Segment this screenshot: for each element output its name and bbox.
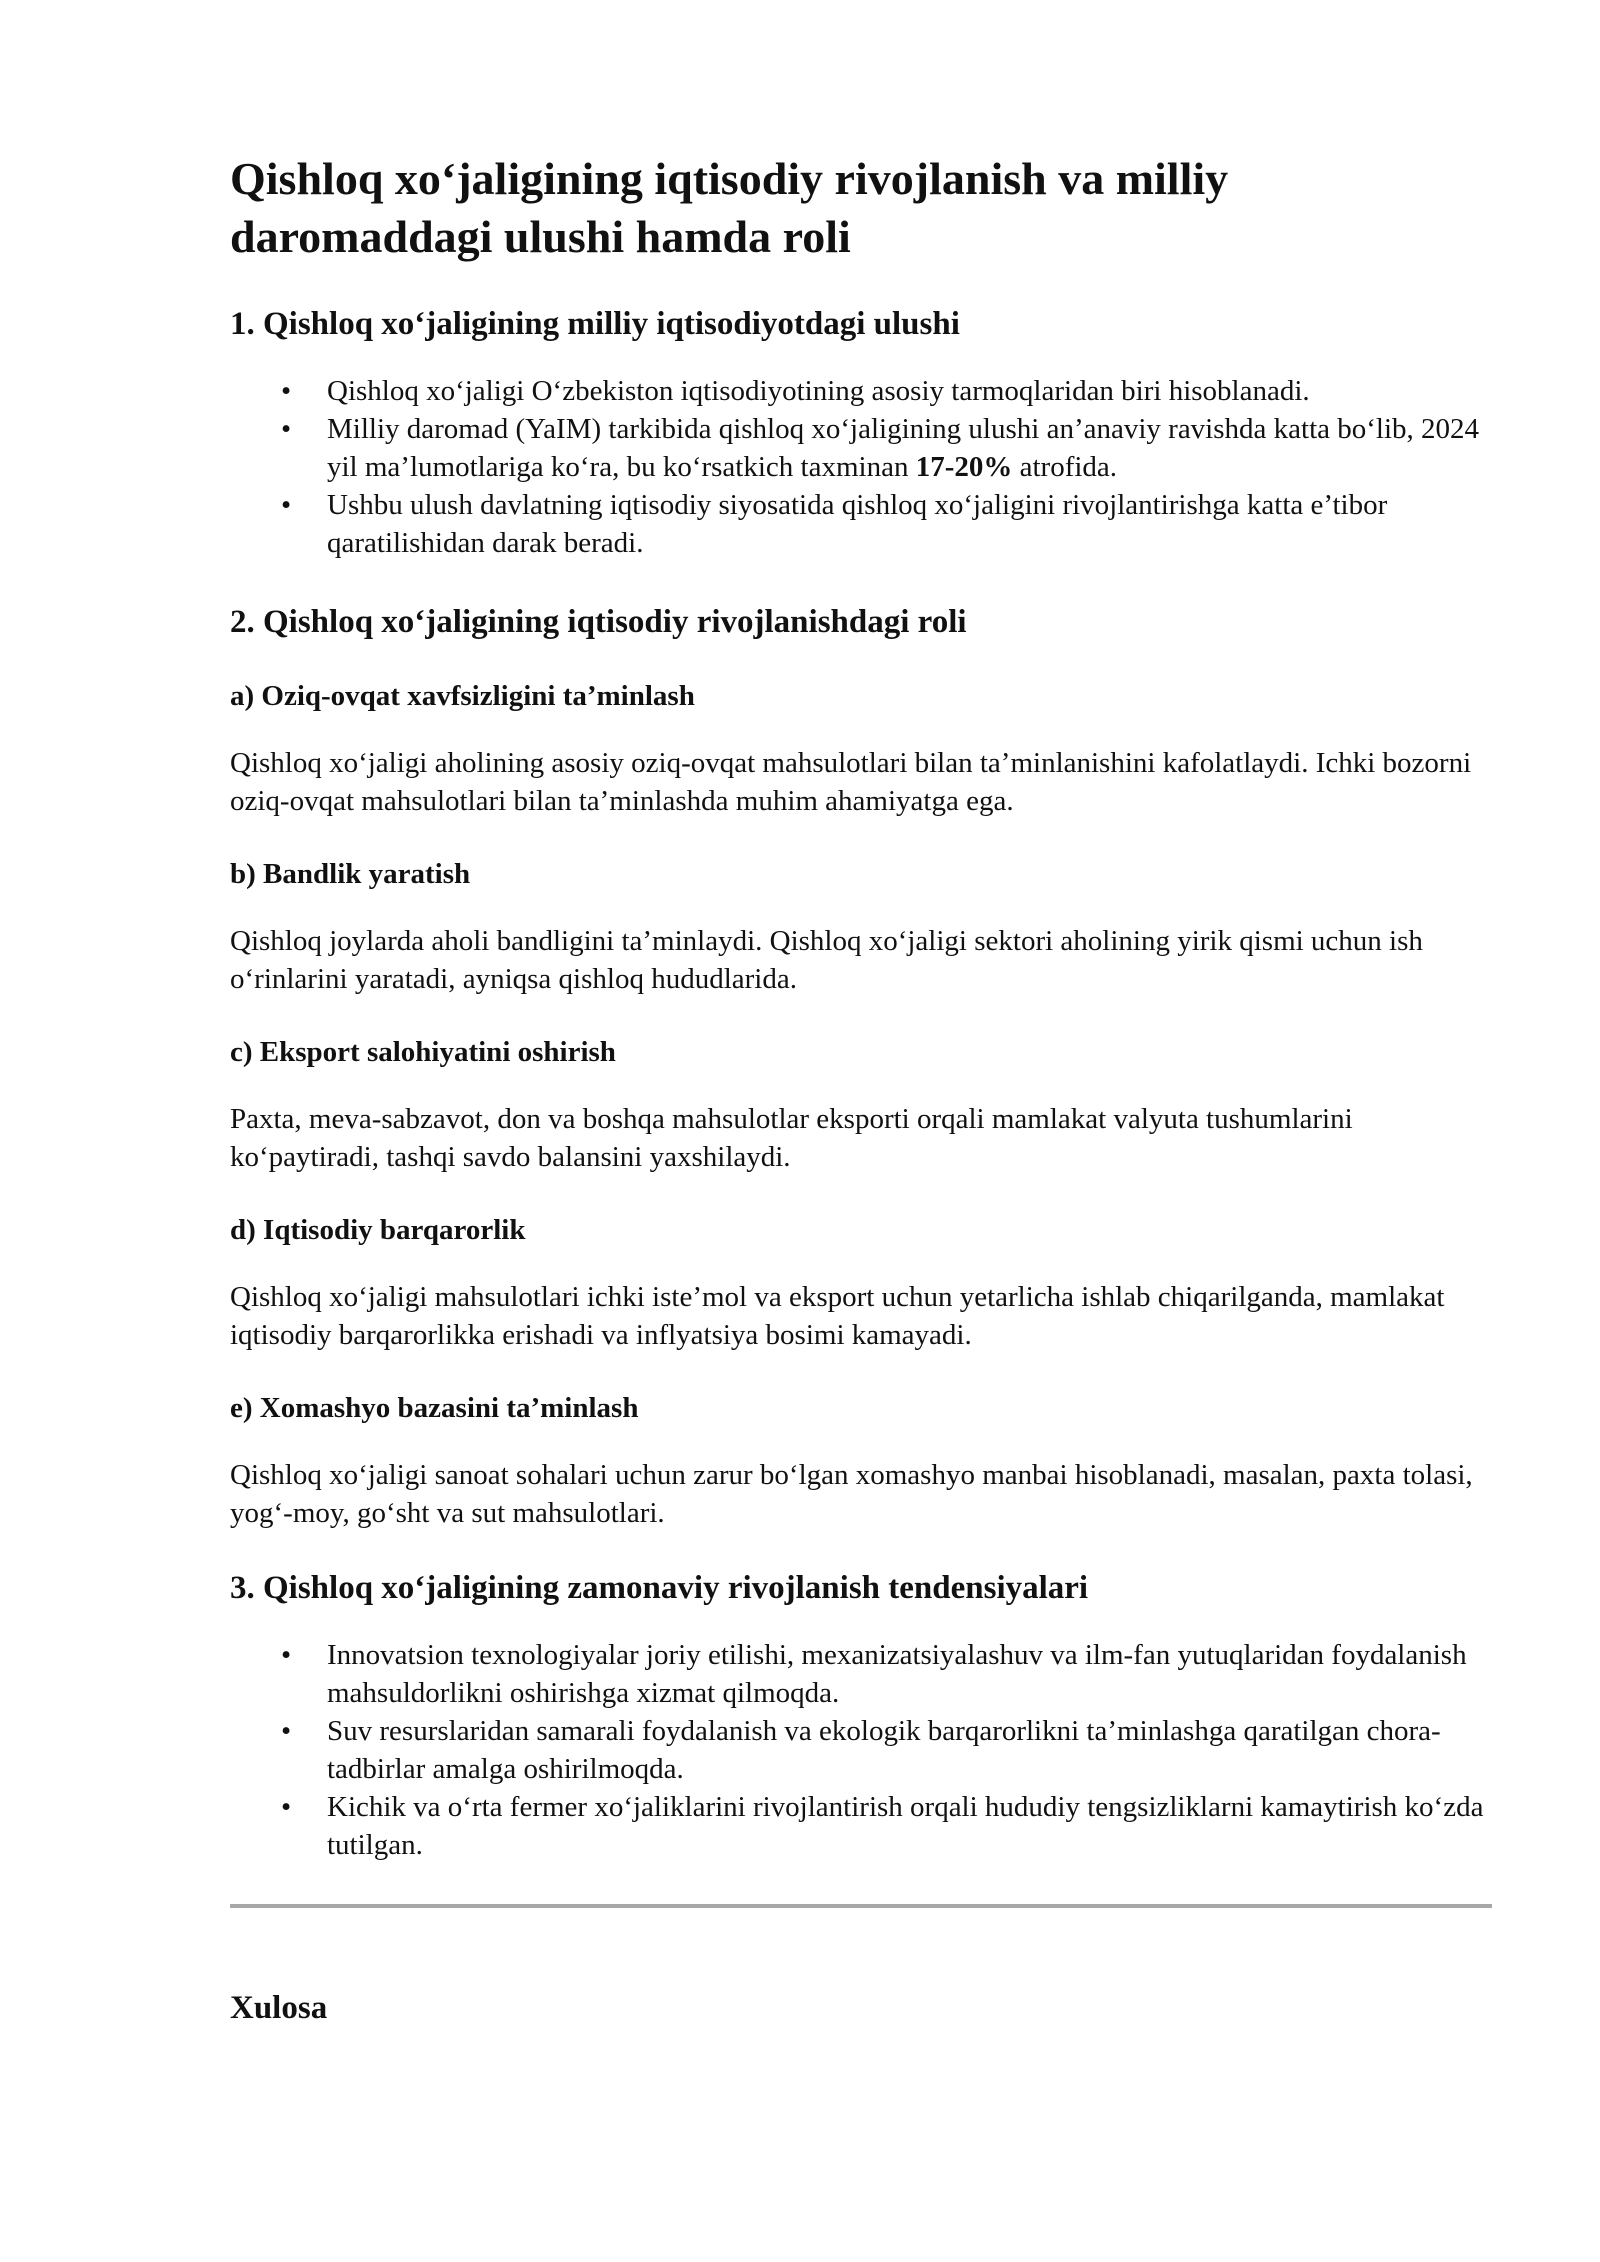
section-divider (230, 1904, 1492, 1908)
list-item: • Innovatsion texnologiyalar joriy etilishi, mexanizatsiyalashuv va ilm-fan yutuqlaridan foydalanish mahsuldorlikni oshirishga xizmat qilmoqda. (327, 1636, 1492, 1712)
list-item-text: Ushbu ulush davlatning iqtisodiy siyosatida qishloq xo‘jaligini rivojlantirishga katta e’tibor qaratilishidan darak beradi. (327, 489, 1388, 559)
subsection-e-heading: e) Xomashyo bazasini ta’minlash (230, 1392, 639, 1424)
subsection-e-text: Qishloq xo‘jaligi sanoat sohalari uchun zarur bo‘lgan xomashyo manbai hisoblanadi, masalan, paxta tolasi, yog‘-moy, go‘sht va sut mahsulotlari. (230, 1459, 1473, 1529)
list-item (327, 410, 1492, 486)
section-1-bullet-list (230, 372, 1492, 562)
section-3-bullet-list (230, 1636, 1492, 1864)
list-item (327, 372, 1492, 410)
subsection-a-heading: a) Oziq-ovqat xavfsizligini ta’minlash (230, 680, 695, 712)
section-1-heading: 1. Qishloq xo‘jaligining milliy iqtisodiyotdagi ulushi (230, 306, 960, 342)
list-item (327, 486, 1492, 562)
subsection-b-text: Qishloq joylarda aholi bandligini ta’minlaydi. Qishloq xo‘jaligi sektori aholining yirik qismi uchun ish o‘rinlarini yaratadi, ayniqsa qishloq hududlarida. (230, 925, 1423, 995)
list-item: • Suv resurslaridan samarali foydalanish va ekologik barqarorlikni ta’minlashga qaratilgan chora-tadbirlar amalga oshirilmoqda. (327, 1712, 1492, 1788)
subsection-c-text: Paxta, meva-sabzavot, don va boshqa mahsulotlar eksporti orqali mamlakat valyuta tushumlarini ko‘paytiradi, tashqi savdo balansini yaxshilaydi. (230, 1103, 1353, 1173)
share-percentage: 17-20% (915, 451, 1013, 483)
subsection-a-text: Qishloq xo‘jaligi aholining asosiy oziq-ovqat mahsulotlari bilan ta’minlanishini kafolatlaydi. Ichki bozorni oziq-ovqat mahsulotlari bilan ta’minlashda muhim ahamiyatga ega. (230, 747, 1472, 817)
subsection-c-heading: c) Eksport salohiyatini oshirish (230, 1036, 616, 1068)
section-3-heading: 3. Qishloq xo‘jaligining zamonaviy rivojlanish tendensiyalari (230, 1570, 1089, 1606)
list-item-text: Milliy daromad (YaIM) tarkibida qishloq xo‘jaligining ulushi an’anaviy ravishda katta bo‘lib, 2024 yil ma’lumotlariga ko‘ra, bu ko‘rsatkich taxminan (327, 413, 1480, 483)
list-item-text: atrofida. (1012, 451, 1118, 483)
subsection-b-heading: b) Bandlik yaratish (230, 858, 471, 890)
conclusion-heading: Xulosa (230, 1990, 328, 2026)
subsection-d-heading: d) Iqtisodiy barqarorlik (230, 1214, 526, 1246)
subsection-d-text: Qishloq xo‘jaligi mahsulotlari ichki iste’mol va eksport uchun yetarlicha ishlab chiqarilganda, mamlakat iqtisodiy barqarorlikka erishadi va inflyatsiya bosimi kamayadi. (230, 1281, 1445, 1351)
list-item: • Kichik va o‘rta fermer xo‘jaliklarini rivojlantirish orqali hududiy tengsizliklarni kamaytirish ko‘zda tutilgan. (327, 1788, 1492, 1864)
section-2-heading: 2. Qishloq xo‘jaligining iqtisodiy rivojlanishdagi roli (230, 604, 967, 640)
document-title: Qishloq xo‘jaligining iqtisodiy rivojlanish va milliy daromaddagi ulushi hamda roli (230, 153, 1229, 262)
list-item-text: Qishloq xo‘jaligi O‘zbekiston iqtisodiyotining asosiy tarmoqlaridan biri hisoblanadi. (327, 375, 1310, 407)
